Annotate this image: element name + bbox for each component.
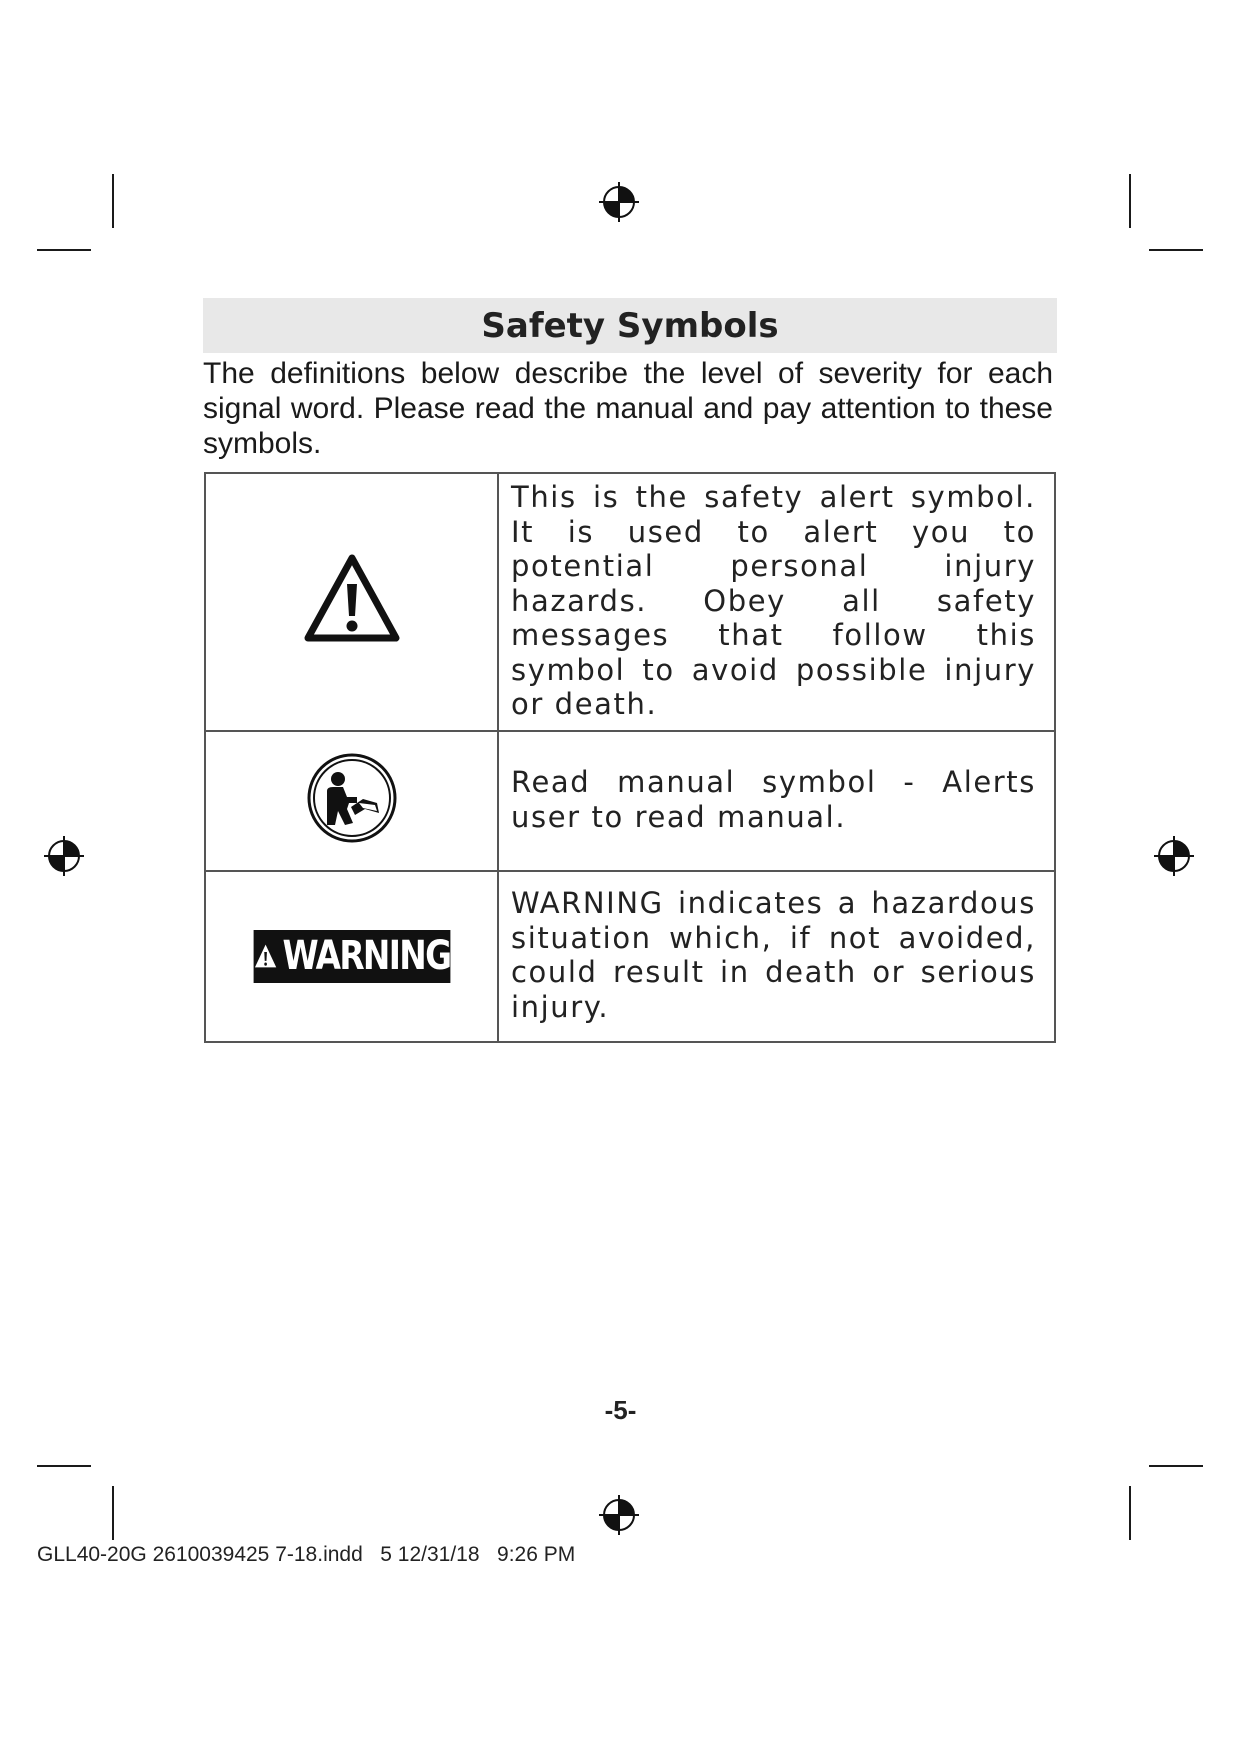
symbol-description: Read manual symbol - Alerts user to read manual. <box>498 731 1055 871</box>
registration-mark-icon <box>597 1493 641 1537</box>
symbol-description: WARNING indicates a hazardous situation which, if not avoided, could result in death or serious injury. <box>498 871 1055 1042</box>
table-row <box>205 731 1055 871</box>
symbol-cell <box>205 473 498 731</box>
read-manual-icon <box>305 751 399 845</box>
warning-sign-label: WARNING <box>282 933 450 979</box>
alert-triangle-icon <box>253 940 277 972</box>
crop-mark <box>1149 1465 1203 1467</box>
table-row <box>205 473 1055 731</box>
registration-mark-icon <box>1152 834 1196 878</box>
warning-sign-icon <box>253 930 450 983</box>
crop-mark <box>1129 174 1131 228</box>
print-slug: GLL40-20G 2610039425 7-18.indd 5 12/31/18 9:26 PM <box>37 1543 576 1566</box>
table-row <box>205 871 1055 1042</box>
safety-symbols-table <box>204 472 1056 1043</box>
registration-mark-icon <box>42 834 86 878</box>
crop-mark <box>37 249 91 251</box>
crop-mark <box>1129 1486 1131 1540</box>
crop-mark <box>112 1486 114 1540</box>
crop-mark <box>1149 249 1203 251</box>
symbol-cell <box>205 731 498 871</box>
safety-alert-triangle-icon <box>302 552 402 646</box>
intro-paragraph: The definitions below describe the level of severity for each signal word. Please read the manual and pay attention to these symbols. <box>203 357 1053 460</box>
symbol-description: This is the safety alert symbol. It is used to alert you to potential personal injury hazards. Obey all safety messages that follow this symbol to avoid possible injury or death. <box>498 473 1055 731</box>
symbol-cell <box>205 871 498 1042</box>
registration-mark-icon <box>597 180 641 224</box>
page-number: -5- <box>604 1395 637 1425</box>
crop-mark <box>37 1465 91 1467</box>
section-title: Safety Symbols <box>203 298 1057 353</box>
crop-mark <box>112 174 114 228</box>
